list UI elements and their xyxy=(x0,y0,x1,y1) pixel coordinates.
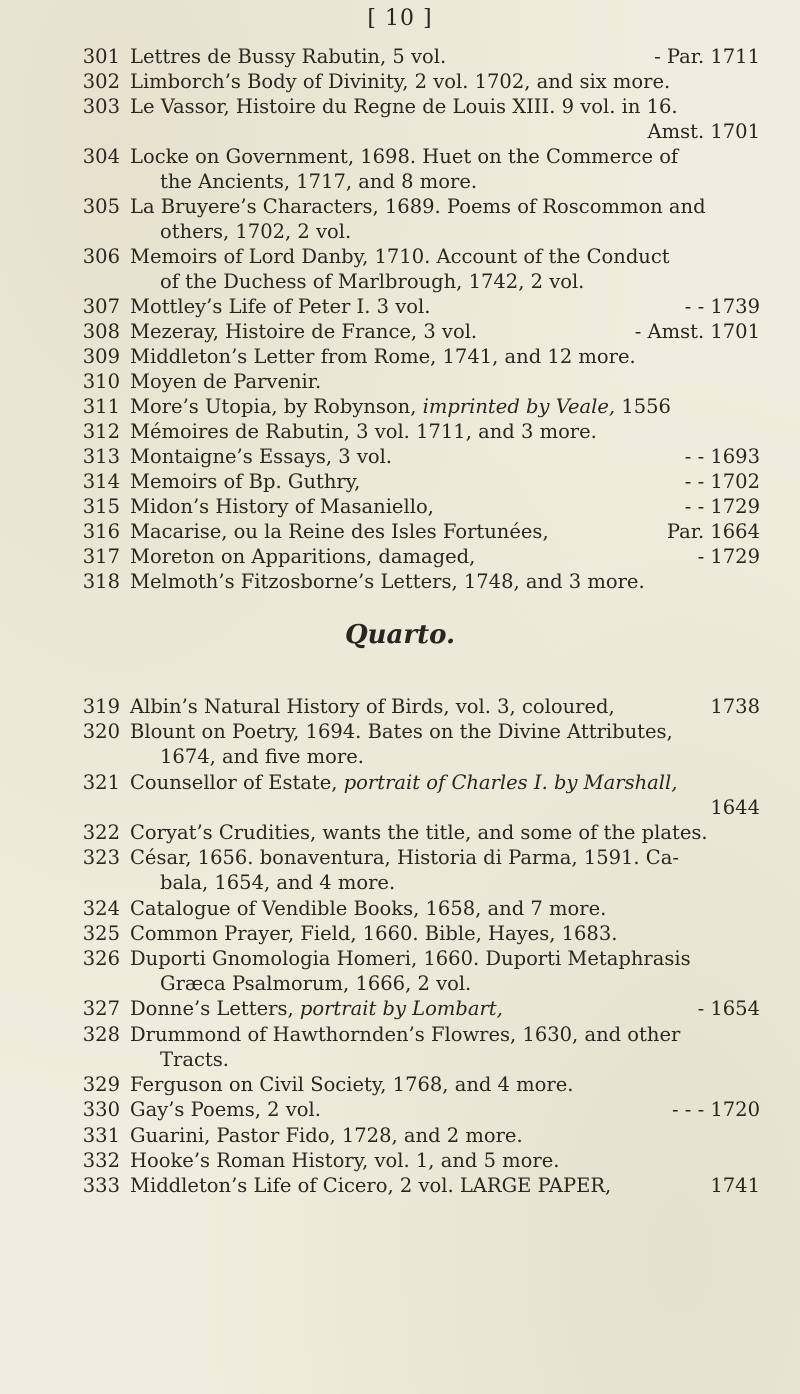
lot-number: 314 xyxy=(82,470,120,493)
entry-title: Gay’s Poems, 2 vol. xyxy=(130,1098,321,1122)
catalogue-entry xyxy=(0,420,800,443)
entry-title: Mezeray, Histoire de France, 3 vol. xyxy=(130,320,478,343)
entry-italic-note: portrait by Lombart, xyxy=(299,997,503,1021)
entry-title: Melmoth’s Fitzosborne’s Letters, 1748, and 3 more. xyxy=(130,570,645,593)
entry-title: Memoirs of Bp. Guthry, xyxy=(130,470,361,493)
entry-title: Duporti Gnomologia Homeri, 1660. Duporti Metaphrasis xyxy=(130,947,691,971)
entry-continuation: 1644 xyxy=(710,795,760,819)
catalogue-entry xyxy=(0,1098,800,1121)
lot-number: 310 xyxy=(82,370,120,393)
lot-number: 325 xyxy=(82,921,120,945)
catalogue-entry xyxy=(0,145,800,168)
catalogue-entry xyxy=(0,922,800,945)
entry-continuation: others, 1702, 2 vol. xyxy=(160,220,352,243)
catalogue-entry xyxy=(0,997,800,1020)
entry-title: Montaigne’s Essays, 3 vol. xyxy=(130,445,393,468)
lot-number: 320 xyxy=(82,720,120,744)
entry-title: La Bruyere’s Characters, 1689. Poems of Roscommon and xyxy=(130,195,706,218)
entry-continuation: Tracts. xyxy=(160,1047,229,1071)
entry-imprint: 1741 xyxy=(710,1174,760,1198)
catalogue-entry xyxy=(0,1149,800,1172)
entry-title: Locke on Government, 1698. Huet on the Commerce of xyxy=(130,145,679,168)
lot-number: 305 xyxy=(82,195,120,218)
catalogue-entry xyxy=(0,395,800,418)
entry-imprint: - 1654 xyxy=(697,997,760,1021)
entry-title: Hooke’s Roman History, vol. 1, and 5 more. xyxy=(130,1148,560,1172)
catalogue-entry xyxy=(0,45,800,68)
lot-number: 332 xyxy=(82,1148,120,1172)
catalogue-entry xyxy=(0,345,800,368)
lot-number: 303 xyxy=(82,95,120,118)
catalogue-entry xyxy=(0,947,800,970)
lot-number: 302 xyxy=(82,70,120,93)
entry-title: Coryat’s Crudities, wants the title, and some of the plates. xyxy=(130,820,708,844)
entry-title: Albin’s Natural History of Birds, vol. 3, coloured, xyxy=(130,695,615,718)
entry-title: Guarini, Pastor Fido, 1728, and 2 more. xyxy=(130,1123,523,1147)
entry-date: 1556 xyxy=(615,395,671,418)
entry-title: Blount on Poetry, 1694. Bates on the Divine Attributes, xyxy=(130,720,673,744)
catalogue-entry xyxy=(0,320,800,343)
lot-number: 318 xyxy=(82,570,120,593)
lot-number: 311 xyxy=(82,395,120,418)
lot-number: 326 xyxy=(82,947,120,971)
lot-number: 313 xyxy=(82,445,120,468)
entry-imprint: - - - 1720 xyxy=(672,1098,760,1122)
catalogue-entry xyxy=(0,195,800,218)
lot-number: 306 xyxy=(82,245,120,268)
lot-number: 331 xyxy=(82,1123,120,1147)
entry-title: Middleton’s Letter from Rome, 1741, and 12 more. xyxy=(130,345,636,368)
entry-title: Moreton on Apparitions, damaged, xyxy=(130,545,476,568)
lot-number: 333 xyxy=(82,1174,120,1198)
entry-title: Macarise, ou la Reine des Isles Fortunées, xyxy=(130,520,549,543)
entry-continuation: Amst. 1701 xyxy=(647,120,760,143)
page-number: [ 10 ] xyxy=(367,6,433,31)
catalogue-entry xyxy=(0,495,800,518)
entry-title: Drummond of Hawthornden’s Flowres, 1630, and other xyxy=(130,1022,681,1046)
entry-title: Common Prayer, Field, 1660. Bible, Hayes, 1683. xyxy=(130,921,618,945)
entry-imprint: - Par. 1711 xyxy=(654,45,760,68)
lot-number: 309 xyxy=(82,345,120,368)
entry-title: Limborch’s Body of Divinity, 2 vol. 1702, and six more. xyxy=(130,70,671,93)
entry-title: Le Vassor, Histoire du Regne de Louis XIII. 9 vol. in 16. xyxy=(130,95,678,118)
entry-title: Mémoires de Rabutin, 3 vol. 1711, and 3 more. xyxy=(130,420,597,443)
catalogue-entry xyxy=(0,470,800,493)
catalogue-entry xyxy=(0,821,800,844)
entry-imprint: - Amst. 1701 xyxy=(634,320,760,343)
catalogue-entry xyxy=(0,1073,800,1096)
entry-italic-note: portrait of Charles I. by Marshall, xyxy=(343,770,678,794)
entry-title: Catalogue of Vendible Books, 1658, and 7 more. xyxy=(130,896,607,920)
lot-number: 301 xyxy=(82,45,120,68)
lot-number: 316 xyxy=(82,520,120,543)
lot-number: 327 xyxy=(82,997,120,1021)
entry-title: Moyen de Parvenir. xyxy=(130,370,322,393)
catalogue-entry xyxy=(0,95,800,118)
entry-title: Mottley’s Life of Peter I. 3 vol. xyxy=(130,295,431,318)
entry-title: Counsellor of Estate, portrait of Charles I. by Marshall, xyxy=(130,770,678,794)
entry-imprint: - 1729 xyxy=(697,545,760,568)
lot-number: 322 xyxy=(82,820,120,844)
lot-number: 323 xyxy=(82,846,120,870)
catalogue-entry xyxy=(0,245,800,268)
entry-italic-note: imprinted by Veale, xyxy=(422,395,616,418)
entry-imprint: - - 1739 xyxy=(684,295,760,318)
entry-continuation: the Ancients, 1717, and 8 more. xyxy=(160,170,478,193)
lot-number: 317 xyxy=(82,545,120,568)
lot-number: 321 xyxy=(82,770,120,794)
lot-number: 330 xyxy=(82,1098,120,1122)
entry-continuation: bala, 1654, and 4 more. xyxy=(160,871,396,895)
entry-imprint: - - 1729 xyxy=(684,495,760,518)
catalogue-entry xyxy=(0,70,800,93)
catalogue-entry xyxy=(0,520,800,543)
lot-number: 312 xyxy=(82,420,120,443)
lot-number: 319 xyxy=(82,695,120,718)
entry-imprint: 1738 xyxy=(710,695,760,718)
entry-title: Memoirs of Lord Danby, 1710. Account of the Conduct xyxy=(130,245,670,268)
entry-title: Ferguson on Civil Society, 1768, and 4 more. xyxy=(130,1073,574,1096)
catalogue-entry xyxy=(0,897,800,920)
entry-continuation: of the Duchess of Marlbrough, 1742, 2 vol. xyxy=(160,270,585,293)
lot-number: 324 xyxy=(82,896,120,920)
catalogue-entry xyxy=(0,1023,800,1046)
entry-imprint: - - 1693 xyxy=(684,445,760,468)
lot-number: 308 xyxy=(82,320,120,343)
entry-imprint: Par. 1664 xyxy=(666,520,760,543)
lot-number: 329 xyxy=(82,1073,120,1096)
entry-title: Midon’s History of Masaniello, xyxy=(130,495,434,518)
entry-title: Lettres de Bussy Rabutin, 5 vol. xyxy=(130,45,447,68)
entry-title: Middleton’s Life of Cicero, 2 vol. LARGE PAPER, xyxy=(130,1174,612,1198)
section-heading: Quarto. xyxy=(344,620,456,650)
catalogue-entry xyxy=(0,720,800,743)
catalogue-entry xyxy=(0,1174,800,1197)
catalogue-entry xyxy=(0,1124,800,1147)
lot-number: 315 xyxy=(82,495,120,518)
catalogue-entry xyxy=(0,445,800,468)
lot-number: 307 xyxy=(82,295,120,318)
entry-continuation: Græca Psalmorum, 1666, 2 vol. xyxy=(160,972,472,996)
catalogue-entry xyxy=(0,370,800,393)
entry-title: César, 1656. bonaventura, Historia di Parma, 1591. Ca- xyxy=(130,846,679,870)
catalogue-entry xyxy=(0,545,800,568)
entry-title: More’s Utopia, by Robynson, imprinted by Veale, 1556 xyxy=(130,395,671,418)
catalogue-entry xyxy=(0,771,800,794)
catalogue-entry xyxy=(0,846,800,869)
entry-imprint: - - 1702 xyxy=(684,470,760,493)
entry-continuation: 1674, and five more. xyxy=(160,745,364,769)
catalogue-entry xyxy=(0,570,800,593)
entry-title: Donne’s Letters, portrait by Lombart, xyxy=(130,997,503,1021)
lot-number: 328 xyxy=(82,1022,120,1046)
catalogue-entry xyxy=(0,695,800,718)
catalogue-entry xyxy=(0,295,800,318)
lot-number: 304 xyxy=(82,145,120,168)
